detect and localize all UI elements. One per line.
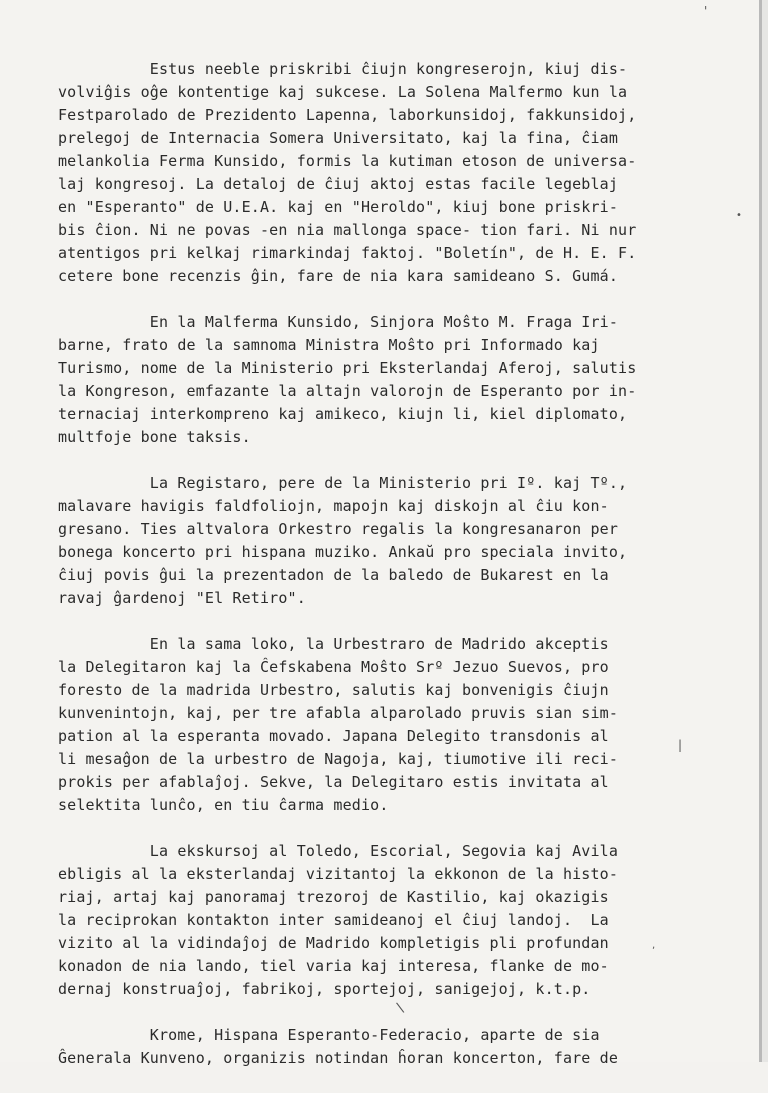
text-line: li mesaĝon de la urbestro de Nagoja, kaj, tiumotive ili reci-	[58, 750, 619, 768]
text-line: multfoje bone taksis.	[58, 428, 251, 446]
text-line: Krome, Hispana Esperanto-Federacio, aparte de sia	[58, 1026, 600, 1044]
text-line: Estus neeble priskribi ĉiujn kongreserojn, kiuj dis-	[58, 60, 628, 78]
text-line: barne, frato de la samnoma Ministra Moŝto pri Informado kaj	[58, 336, 600, 354]
text-line: La Registaro, pere de la Ministerio pri Iº. kaj Tº.,	[58, 474, 628, 492]
text-line: melankolia Ferma Kunsido, formis la kutiman etoson de universa-	[58, 152, 637, 170]
text-line: volviĝis oĝe kontentige kaj sukcese. La Solena Malfermo kun la	[58, 83, 628, 101]
page-edge-line	[759, 0, 762, 1062]
paragraph-1	[58, 58, 708, 288]
scan-speck: ,	[652, 940, 656, 951]
scan-speck: \	[395, 999, 406, 1017]
scan-speck: |	[678, 738, 683, 752]
text-line: riaj, artaj kaj panoramaj trezoroj de Kastilio, kaj okazigis	[58, 888, 609, 906]
text-line: la Delegitaron kaj la Ĉefskabena Moŝto Srº Jezuo Suevos, pro	[58, 658, 609, 676]
text-line: La ekskursoj al Toledo, Escorial, Segovia kaj Avila	[58, 842, 619, 860]
scan-speck: '	[704, 4, 708, 18]
text-line: pation al la esperanta movado. Japana Delegito transdonis al	[58, 727, 609, 745]
text-line: ebligis al la eksterlandaj vizitantoj la ekkonon de la histo-	[58, 865, 619, 883]
paragraph-6	[58, 1024, 708, 1070]
text-line: prelegoj de Internacia Somera Universitato, kaj la fina, ĉiam	[58, 129, 619, 147]
text-line: gresano. Ties altvalora Orkestro regalis la kongresanaron per	[58, 520, 619, 538]
text-line: vizito al la vidindaĵoj de Madrido kompletigis pli profundan	[58, 934, 609, 952]
text-line: laj kongresoj. La detaloj de ĉiuj aktoj estas facile legeblaj	[58, 175, 619, 193]
text-line: atentigos pri kelkaj rimarkindaj faktoj. "Boletín", de H. E. F.	[58, 244, 637, 262]
document-body	[58, 58, 708, 1093]
text-line: prokis per afablaĵoj. Sekve, la Delegitaro estis invitata al	[58, 773, 609, 791]
scan-speck: •	[736, 210, 742, 221]
paragraph-2	[58, 311, 708, 449]
text-line: bis ĉion. Ni ne povas -en nia mallonga space- tion fari. Ni nur	[58, 221, 637, 239]
text-line: kunvenintojn, kaj, per tre afabla alparolado pruvis sian sim-	[58, 704, 619, 722]
text-line: konadon de nia lando, tiel varia kaj interesa, flanke de mo-	[58, 957, 609, 975]
paragraph-4	[58, 633, 708, 817]
text-line: bonega koncerto pri hispana muziko. Ankaŭ pro speciala invito,	[58, 543, 628, 561]
text-line: Festparolado de Prezidento Lapenna, laborkunsidoj, fakkunsidoj,	[58, 106, 637, 124]
text-line: Turismo, nome de la Ministerio pri Eksterlandaj Aferoj, salutis	[58, 359, 637, 377]
text-line: ternaciaj interkompreno kaj amikeco, kiujn li, kiel diplomato,	[58, 405, 628, 423]
paragraph-3	[58, 472, 708, 610]
text-line: selektita lunĉo, en tiu ĉarma medio.	[58, 796, 389, 814]
text-line: En la sama loko, la Urbestraro de Madrido akceptis	[58, 635, 609, 653]
text-line: la reciprokan kontakton inter samideanoj el ĉiuj landoj. La	[58, 911, 609, 929]
paragraph-5	[58, 840, 708, 1001]
text-line: la Kongreson, emfazante la altajn valorojn de Esperanto por in-	[58, 382, 637, 400]
text-line: en "Esperanto" de U.E.A. kaj en "Heroldo", kiuj bone priskri-	[58, 198, 619, 216]
text-line: cetere bone recenzis ĝin, fare de nia kara samideano S. Gumá.	[58, 267, 619, 285]
text-line: malavare havigis faldfoliojn, mapojn kaj diskojn al ĉiu kon-	[58, 497, 609, 515]
text-line: ravaj ĝardenoj "El Retiro".	[58, 589, 306, 607]
text-line: ĉiuj povis ĝui la prezentadon de la baledo de Bukarest en la	[58, 566, 609, 584]
text-line: Ĝenerala Kunveno, organizis notindan ĥoran koncerton, fare de	[58, 1049, 619, 1067]
page-edge-shadow	[762, 0, 768, 1062]
text-line: foresto de la madrida Urbestro, salutis kaj bonvenigis ĉiujn	[58, 681, 609, 699]
text-line: dernaj konstruaĵoj, fabrikoj, sportejoj, sanigejoj, k.t.p.	[58, 980, 591, 998]
text-line: En la Malferma Kunsido, Sinjora Moŝto M. Fraga Iri-	[58, 313, 619, 331]
